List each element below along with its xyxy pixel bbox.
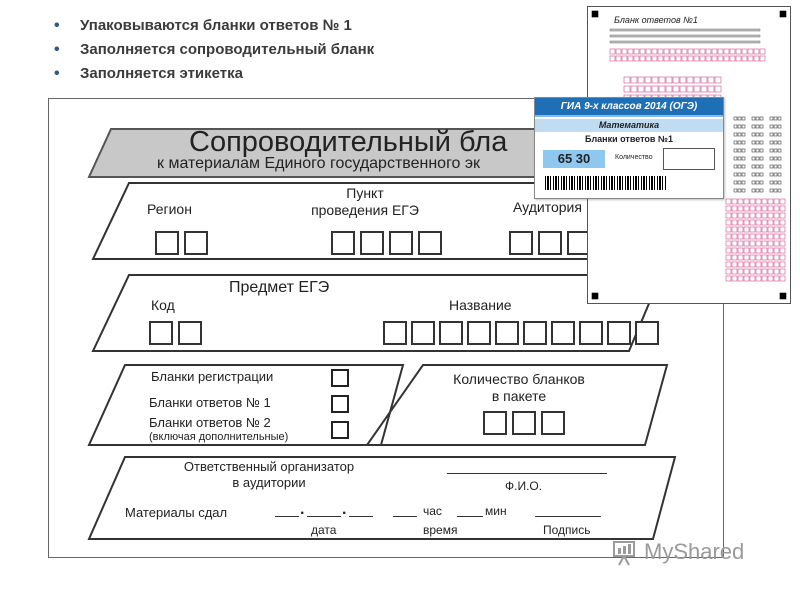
label-subject: Математика xyxy=(535,119,723,132)
organizer-line2: в аудитории xyxy=(232,475,306,490)
fio-label: Ф.И.О. xyxy=(505,479,543,493)
label-quantity: Количество xyxy=(615,154,653,161)
label-barcode xyxy=(545,176,667,190)
region-boxes[interactable] xyxy=(155,231,208,255)
watermark xyxy=(612,538,744,566)
exam-label xyxy=(534,97,724,199)
date-year-line[interactable] xyxy=(349,516,373,517)
watermark-text: MyShared xyxy=(644,539,745,564)
code-boxes[interactable] xyxy=(149,321,202,345)
handed-label: Материалы сдал xyxy=(125,505,228,520)
time-label: время xyxy=(423,523,458,537)
organizer-label xyxy=(149,459,389,491)
exam-point-line2: проведения ЕГЭ xyxy=(311,202,419,218)
reg-forms-checkbox[interactable] xyxy=(331,369,349,387)
code-label: Код xyxy=(151,297,175,313)
bullet-item: • Заполняется этикетка xyxy=(52,62,374,86)
bullet-list xyxy=(52,14,374,86)
date-label: дата xyxy=(311,523,337,537)
count-boxes[interactable] xyxy=(483,411,565,435)
count-label xyxy=(419,371,619,405)
form-subtitle: к материалам Единого государственного эк xyxy=(157,155,481,172)
date-month-line[interactable] xyxy=(307,516,341,517)
reg-forms-label: Бланки регистрации xyxy=(151,369,274,384)
form-title: Сопроводительный бла xyxy=(189,126,508,158)
date-dot: . xyxy=(300,501,305,518)
date-dot: . xyxy=(342,501,347,518)
label-header: ГИА 9-х классов 2014 (ОГЭ) xyxy=(535,98,723,117)
answers1-checkbox[interactable] xyxy=(331,395,349,413)
min-line[interactable] xyxy=(457,516,483,517)
label-quantity-box[interactable] xyxy=(663,148,715,170)
exam-point-label xyxy=(295,185,435,219)
min-label: мин xyxy=(485,504,507,518)
hour-label: час xyxy=(423,504,442,518)
count-line1: Количество бланков xyxy=(453,371,585,387)
answers2-checkbox[interactable] xyxy=(331,421,349,439)
answers1-label: Бланки ответов № 1 xyxy=(149,395,271,410)
bullet-item: • Заполняется сопроводительный бланк xyxy=(52,38,374,62)
answers2-label: Бланки ответов № 2 xyxy=(149,415,271,430)
hour-line[interactable] xyxy=(393,516,417,517)
label-type: Бланки ответов №1 xyxy=(584,134,673,144)
signature-line[interactable] xyxy=(535,516,601,517)
bullet-item: • Упаковываются бланки ответов № 1 xyxy=(52,14,374,38)
answer-sheet-title: Бланк ответов №1 xyxy=(614,15,698,25)
presentation-icon xyxy=(612,538,638,566)
count-line2: в пакете xyxy=(491,388,547,404)
name-boxes[interactable] xyxy=(383,321,659,345)
answers2-note: (включая дополнительные) xyxy=(149,431,289,443)
label-code: 65 30 xyxy=(543,150,605,168)
date-day-line[interactable] xyxy=(275,516,299,517)
region-label: Регион xyxy=(147,201,192,217)
signature-label: Подпись xyxy=(543,523,591,537)
exam-point-boxes[interactable] xyxy=(331,231,442,255)
auditorium-label: Аудитория xyxy=(513,199,582,215)
organizer-line1: Ответственный организатор xyxy=(183,459,355,474)
name-label: Название xyxy=(449,297,512,313)
fio-line[interactable] xyxy=(447,473,607,474)
exam-point-line1: Пункт xyxy=(346,185,384,201)
subject-label: Предмет ЕГЭ xyxy=(229,279,330,296)
